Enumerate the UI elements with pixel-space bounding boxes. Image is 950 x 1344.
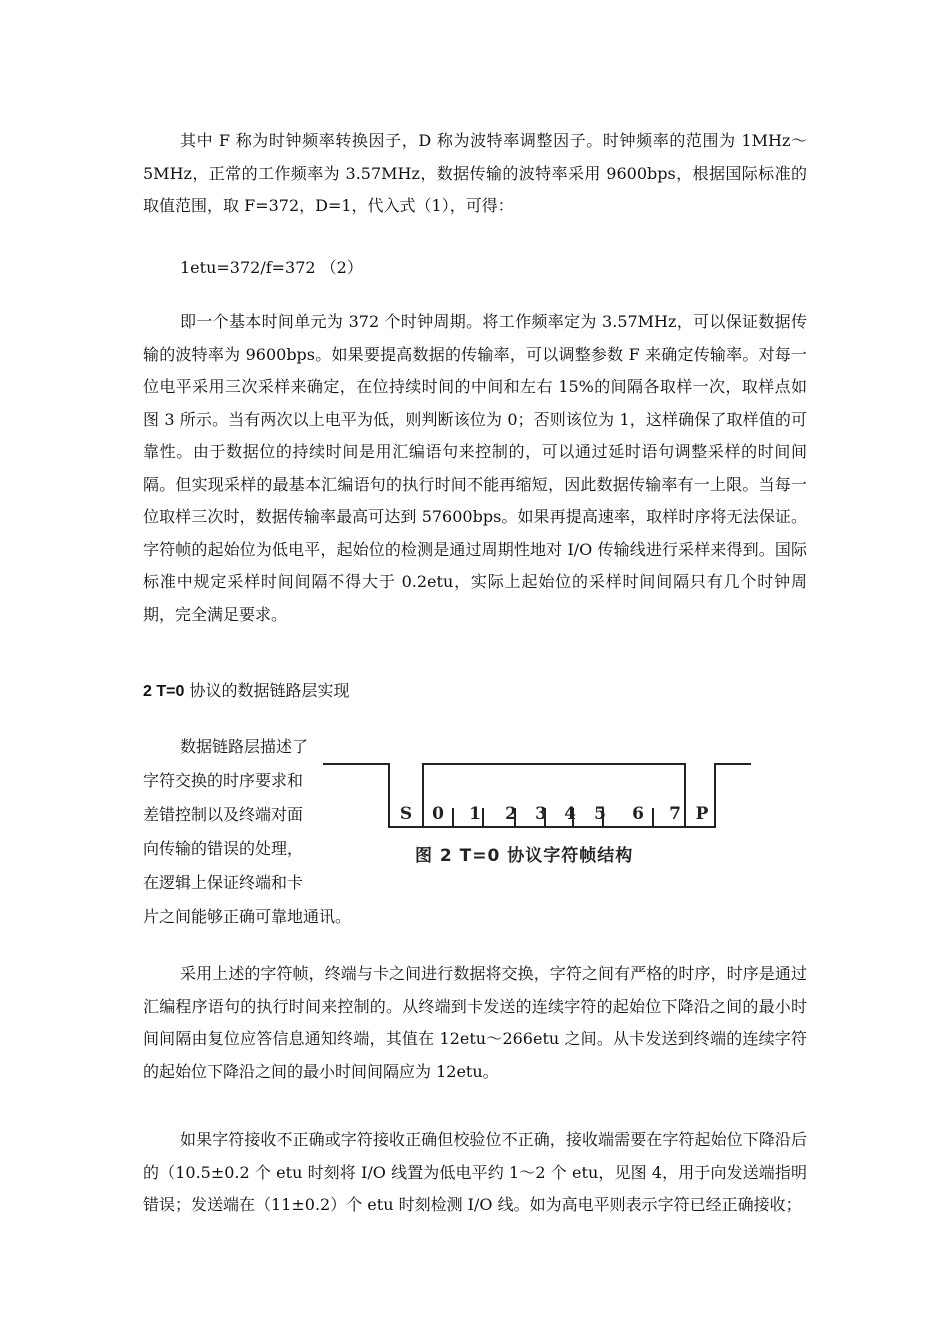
bit-label: 2 — [505, 804, 517, 824]
section-title: 协议的数据链路层实现 — [184, 681, 350, 700]
section-number: 2 T=0 — [143, 683, 185, 700]
section-heading — [143, 675, 349, 708]
bit-label: 3 — [535, 804, 547, 824]
bit-label: P — [695, 804, 709, 824]
bit-label: S — [399, 804, 413, 824]
bit-label: 5 — [594, 804, 606, 824]
paragraph-clock-factors: 其中 F 称为时钟频率转换因子，D 称为波特率调整因子。时钟频率的范围为 1MHz～5MHz，正常的工作频率为 3.57MHz，数据传输的波特率采用 9600bps，根据国际标准的取值范围，取 F=372，D=1，代入式（1），可得： — [143, 131, 807, 215]
bit-label: 7 — [669, 804, 681, 824]
wrapped-line: 向传输的错误的处理， — [143, 839, 304, 858]
wrapped-paragraph — [143, 730, 352, 934]
bit-label: 0 — [432, 804, 444, 824]
wrapped-line: 在逻辑上保证终端和卡 — [143, 873, 304, 892]
paragraph-timing: 采用上述的字符帧，终端与卡之间进行数据将交换，字符之间有严格的时序，时序是通过汇编程序语句的执行时间来控制的。从终端到卡发送的连续字符的起始位下降沿之间的最小时间间隔由复位应答信息通知终端，其值在 12etu～266etu 之间。从卡发送到终端的连续字符的起始位下降沿之间的最小时间间隔应为 12etu。 — [143, 964, 807, 1081]
equation-2: 1etu=372/f=372 （2） — [180, 258, 363, 277]
wrapped-line: 差错控制以及终端对面 — [143, 805, 304, 824]
bit-label: 6 — [632, 804, 644, 824]
bit-label: 4 — [564, 804, 576, 824]
figure-caption: 图 2 T=0 协议字符帧结构 — [415, 846, 634, 866]
character-frame-figure — [323, 758, 753, 870]
bit-label: 1 — [469, 804, 481, 824]
wrapped-line: 数据链路层描述了 — [180, 737, 309, 756]
paragraph-error-handling: 如果字符接收不正确或字符接收正确但校验位不正确，接收端需要在字符起始位下降沿后的（10.5±0.2 个 etu 时刻将 I/O 线置为低电平约 1～2 个 etu，见图 4，用于向发送端指明错误；发送端在（11±0.2）个 etu 时刻检测 I/O 线。如为高电平则表示字符已经正确接收； — [143, 1130, 807, 1214]
frame-waveform — [323, 758, 753, 838]
paragraph-sampling: 即一个基本时间单元为 372 个时钟周期。将工作频率定为 3.57MHz，可以保证数据传输的波特率为 9600bps。如果要提高数据的传输率，可以调整参数 F 来确定传输率。对每一位电平采用三次采样来确定，在位持续时间的中间和左右 15%的间隔各取样一次，取样点如图 3 所示。当有两次以上电平为低，则判断该位为 0；否则该位为 1，这样确保了取样值的可靠性。由于数据位的持续时间是用汇编语句来控制的，可以通过延时语句调整采样的时间间隔。但实现采样的最基本汇编语句的执行时间不能再缩短，因此数据传输率有一上限。当每一位取样三次时，数据传输率最高可达到 57600bps。如果再提高速率，取样时序将无法保证。字符帧的起始位为低电平，起始位的检测是通过周期性地对 I/O 传输线进行采样来得到。国际标准中规定采样时间间隔不得大于 0.2etu，实际上起始位的采样时间间隔只有几个时钟周期，完全满足要求。 — [143, 312, 807, 624]
wrapped-line: 字符交换的时序要求和 — [143, 771, 304, 790]
wrapped-line: 片之间能够正确可靠地通讯。 — [143, 907, 352, 926]
